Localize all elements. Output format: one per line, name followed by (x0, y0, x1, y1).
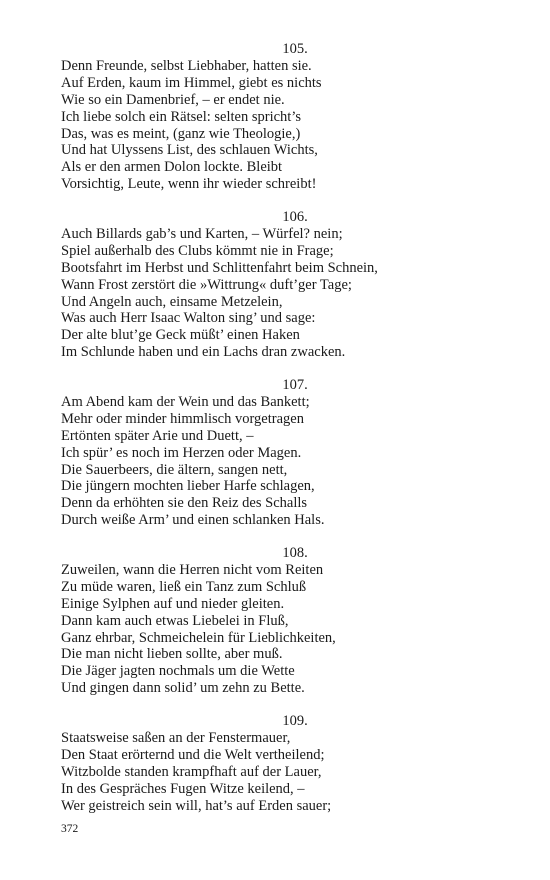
stanza-105 (61, 41, 521, 193)
verse-line: Zuweilen, wann die Herren nicht vom Reiten (61, 562, 324, 578)
stanza-number: 109. (282, 713, 308, 729)
verse-line: Der alte blut’ge Geck müßt’ einen Haken (61, 327, 300, 344)
stanza-109 (61, 713, 521, 814)
verse-line: Als er den armen Dolon lockte. Bleibt (61, 159, 283, 176)
verse-line: Und gingen dann solid’ um zehn zu Bette. (61, 680, 305, 697)
verse-line: Was auch Herr Isaac Walton sing’ und sage: (61, 310, 316, 327)
verse-line: Die Jäger jagten nochmals um die Wette (61, 663, 295, 680)
stanza-number: 106. (282, 209, 308, 225)
verse-line: Den Staat erörternd und die Welt vertheilend; (61, 746, 325, 763)
page-number: 372 (61, 823, 79, 835)
verse-line: Wann Frost zerstört die »Wittrung« duft’ger Tage; (61, 276, 352, 293)
verse-line: Vorsichtig, Leute, wenn ihr wieder schreibt! (61, 176, 317, 193)
verse-line: Witzbolde standen krampfhaft auf der Lauer, (61, 763, 322, 780)
stanza-number: 105. (282, 41, 308, 57)
verse-line: Ganz ehrbar, Schmeichelein für Lieblichkeiten, (61, 629, 336, 646)
stanza-number: 107. (282, 377, 308, 393)
verse-line: Auf Erden, kaum im Himmel, giebt es nichts (61, 74, 322, 91)
stanza-106 (61, 209, 521, 361)
verse-line: Dann kam auch etwas Liebelei in Fluß, (61, 612, 289, 629)
verse-line: Mehr oder minder himmlisch vorgetragen (61, 410, 304, 427)
verse-line: Denn Freunde, selbst Liebhaber, hatten sie. (61, 58, 312, 74)
verse-line: Ich spür’ es noch im Herzen oder Magen. (61, 444, 302, 461)
verse-line: Auch Billards gab’s und Karten, – Würfel? nein; (61, 226, 343, 242)
stanza-107 (61, 377, 521, 529)
verse-line: Und hat Ulyssens List, des schlauen Wichts, (61, 142, 318, 159)
verse-line: Wie so ein Damenbrief, – er endet nie. (61, 91, 285, 108)
verse-line: Wer geistreich sein will, hat’s auf Erden sauer; (61, 797, 332, 814)
verse-line: Staatsweise saßen an der Fenstermauer, (61, 730, 291, 746)
verse-line: Zu müde waren, ließ ein Tanz zum Schluß (61, 578, 307, 595)
verse-line: Ich liebe solch ein Rätsel: selten spricht’s (61, 108, 301, 125)
verse-line: Am Abend kam der Wein und das Bankett; (61, 394, 310, 410)
stanza-108 (61, 545, 521, 697)
verse-line: Durch weiße Arm’ und einen schlanken Hals. (61, 512, 325, 529)
verse-line: Denn da erhöhten sie den Reiz des Schalls (61, 495, 308, 512)
verse-line: Einige Sylphen auf und nieder gleiten. (61, 595, 285, 612)
verse-line: Das, was es meint, (ganz wie Theologie,) (61, 125, 301, 142)
verse-line: Im Schlunde haben und ein Lachs dran zwacken. (61, 344, 346, 361)
verse-line: Die jüngern mochten lieber Harfe schlagen, (61, 478, 315, 495)
verse-line: Und Angeln auch, einsame Metzelein, (61, 293, 283, 310)
verse-line: In des Gespräches Fugen Witze keilend, – (61, 780, 305, 797)
verse-line: Spiel außerhalb des Clubs kömmt nie in Frage; (61, 242, 334, 259)
verse-line: Bootsfahrt im Herbst und Schlittenfahrt beim Schnein, (61, 259, 378, 276)
stanza-number: 108. (282, 545, 308, 561)
verse-line: Ertönten später Arie und Duett, – (61, 427, 254, 444)
verse-line: Die man nicht lieben sollte, aber muß. (61, 646, 283, 663)
verse-line: Die Sauerbeers, die ältern, sangen nett, (61, 461, 288, 478)
